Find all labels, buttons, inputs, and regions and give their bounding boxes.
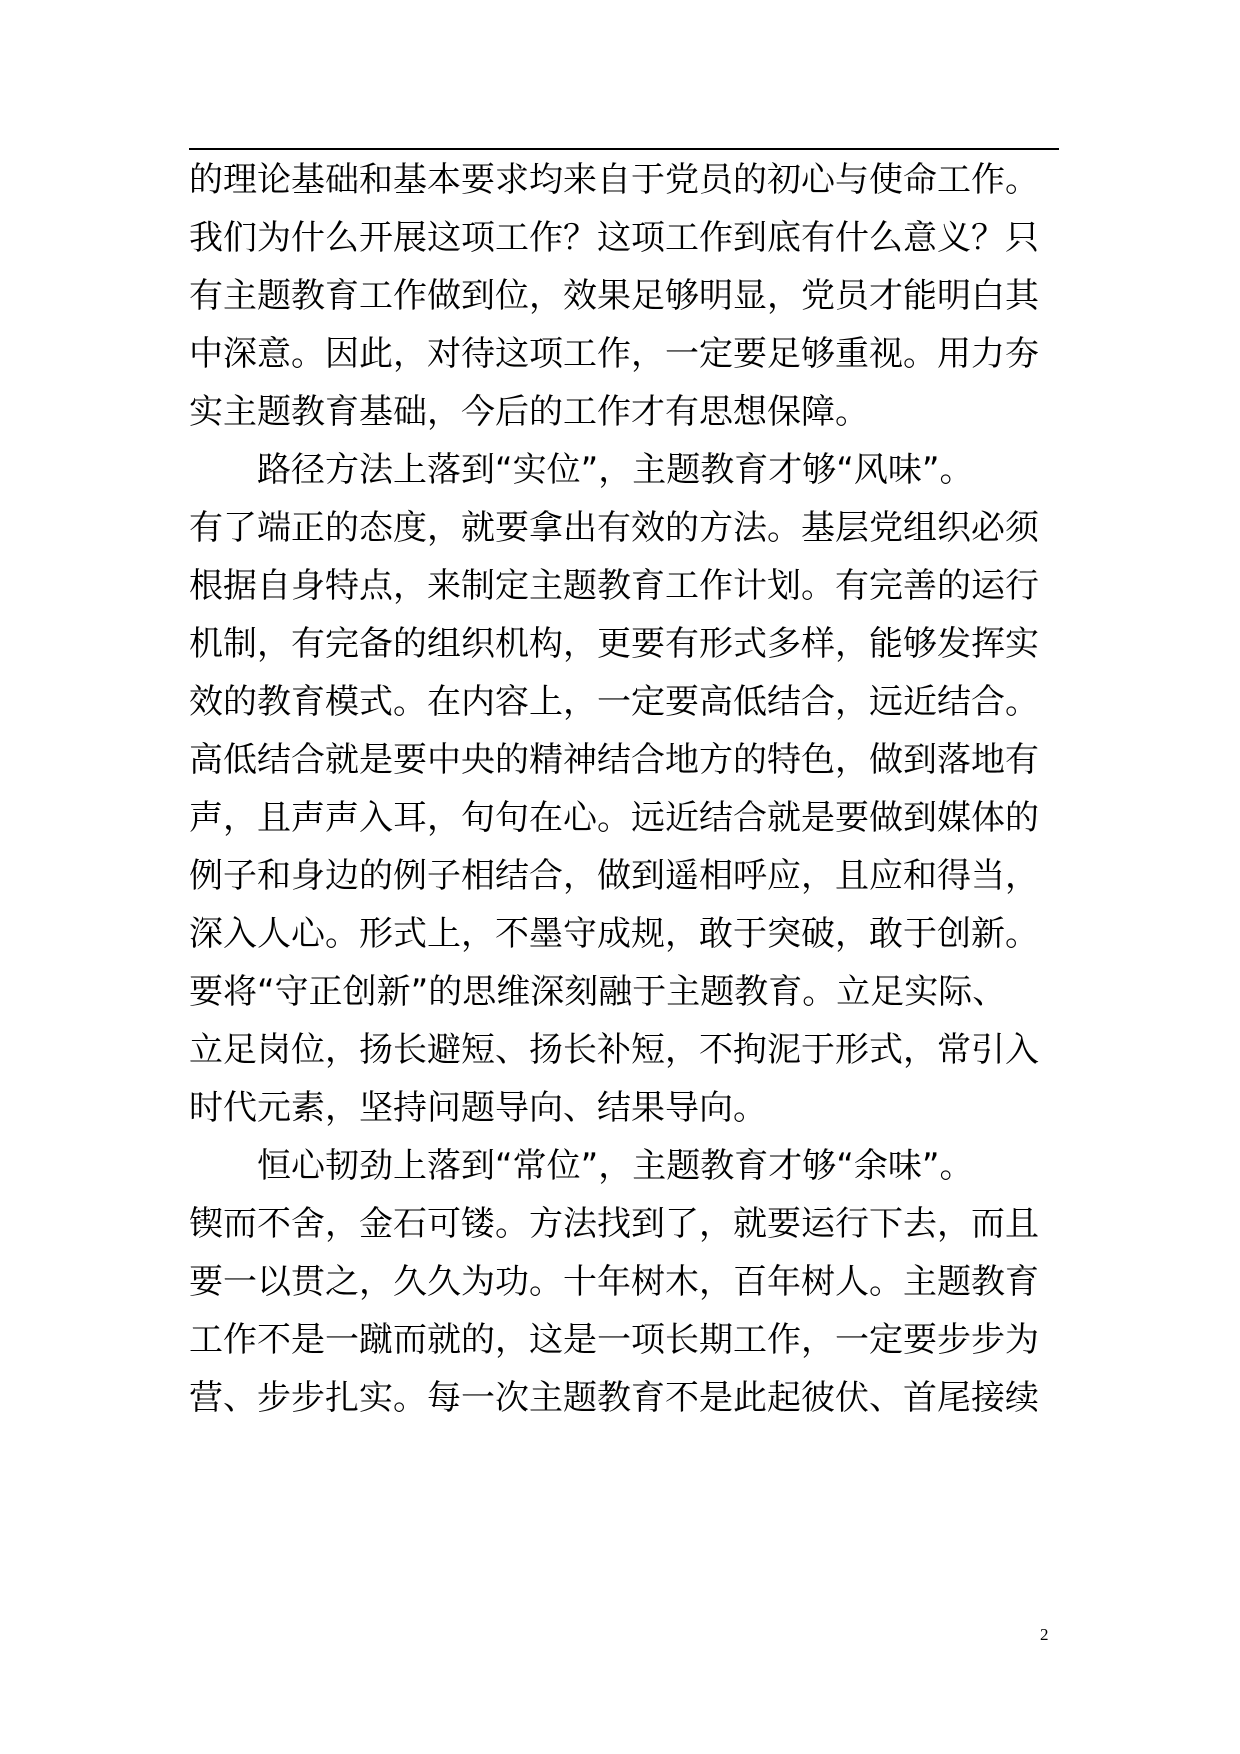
text-line: 时代元素，坚持问题导向、结果导向。	[189, 1088, 767, 1128]
text-line: 声，且声声入耳，句句在心。远近结合就是要做到媒体的	[189, 798, 1039, 838]
text-line: 要一以贯之，久久为功。十年树木，百年树人。主题教育	[189, 1262, 1039, 1302]
text-line: 实主题教育基础，今后的工作才有思想保障。	[189, 392, 869, 432]
paragraph-heading: 路径方法上落到“实位”，主题教育才够“风味”。	[257, 450, 974, 490]
text-line: 例子和身边的例子相结合，做到遥相呼应，且应和得当，	[189, 856, 1039, 896]
text-line: 中深意。因此，对待这项工作，一定要足够重视。用力夯	[189, 334, 1039, 374]
text-line: 深入人心。形式上，不墨守成规，敢于突破，敢于创新。	[189, 914, 1039, 954]
text-line: 高低结合就是要中央的精神结合地方的特色，做到落地有	[189, 740, 1039, 780]
paragraph-heading: 恒心韧劲上落到“常位”，主题教育才够“余味”。	[257, 1146, 974, 1186]
text-line: 我们为什么开展这项工作？这项工作到底有什么意义？只	[189, 218, 1039, 258]
text-line: 有了端正的态度，就要拿出有效的方法。基层党组织必须	[189, 508, 1039, 548]
text-line: 工作不是一蹴而就的，这是一项长期工作，一定要步步为	[189, 1320, 1039, 1360]
page-number: 2	[1040, 1625, 1049, 1644]
header-rule	[189, 148, 1059, 150]
text-line: 有主题教育工作做到位，效果足够明显，党员才能明白其	[189, 276, 1039, 316]
text-line: 效的教育模式。在内容上，一定要高低结合，远近结合。	[189, 682, 1039, 722]
text-line: 的理论基础和基本要求均来自于党员的初心与使命工作。	[189, 160, 1039, 200]
text-line: 立足岗位，扬长避短、扬长补短，不拘泥于形式，常引入	[189, 1030, 1039, 1070]
text-line: 根据自身特点，来制定主题教育工作计划。有完善的运行	[189, 566, 1039, 606]
text-line: 锲而不舍，金石可镂。方法找到了，就要运行下去，而且	[189, 1204, 1039, 1244]
text-line: 要将“守正创新”的思维深刻融于主题教育。立足实际、	[189, 972, 1007, 1012]
text-line: 机制，有完备的组织机构，更要有形式多样，能够发挥实	[189, 624, 1039, 664]
text-line: 营、步步扎实。每一次主题教育不是此起彼伏、首尾接续	[189, 1378, 1039, 1418]
